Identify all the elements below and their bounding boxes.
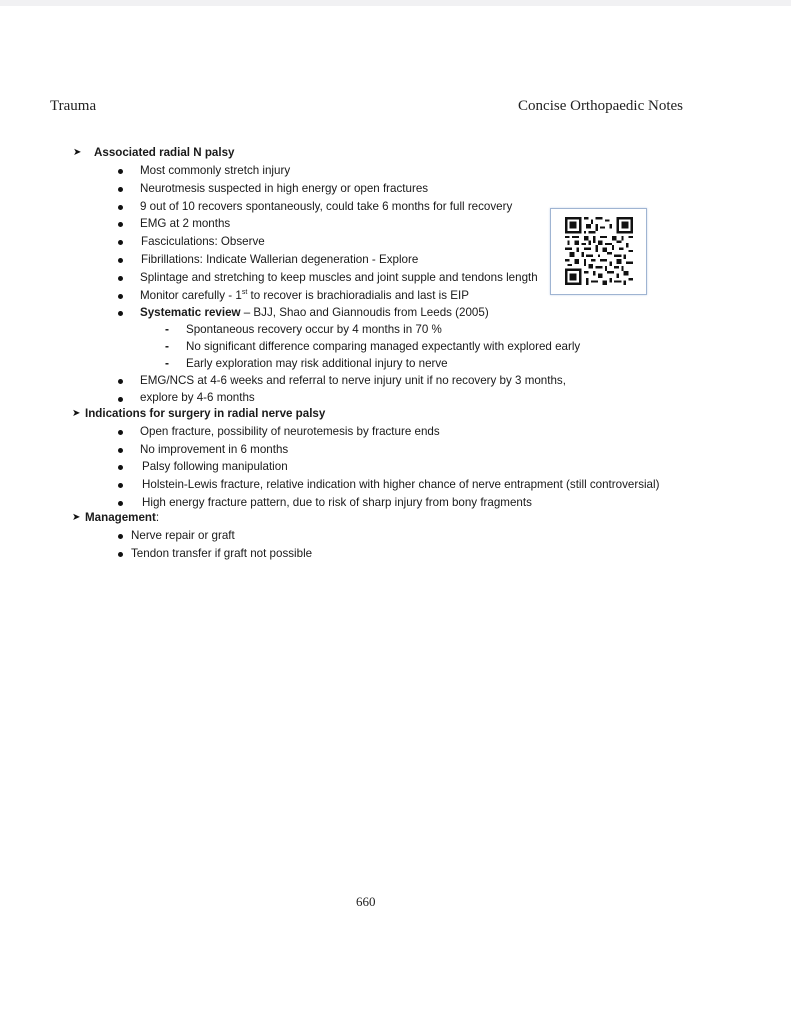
sub-list-item: No significant difference comparing managed expectantly with explored early (186, 340, 581, 353)
list-item: No improvement in 6 months (140, 443, 289, 456)
qr-code-frame (550, 208, 647, 295)
list-item: 9 out of 10 recovers spontaneously, could take 6 months for full recovery (140, 200, 513, 213)
list-item: EMG at 2 months (140, 217, 231, 230)
list-item: Open fracture, possibility of neurotemesis by fracture ends (140, 425, 440, 438)
page-number: 660 (356, 894, 376, 909)
list-item: Palsy following manipulation (142, 460, 288, 473)
arrow-bullet-icon: ➤ (73, 147, 82, 158)
list-item: High energy fracture pattern, due to risk of sharp injury from bony fragments (142, 496, 532, 509)
bullet-icon (118, 276, 123, 281)
bullet-icon (118, 205, 123, 210)
section-title-radial-palsy: Associated radial N palsy (94, 146, 235, 159)
arrow-bullet-icon: ➤ (72, 512, 81, 523)
list-item: Neurotmesis suspected in high energy or open fractures (140, 182, 429, 195)
list-item: EMG/NCS at 4-6 weeks and referral to nerve injury unit if no recovery by 3 months, (140, 374, 566, 387)
bullet-icon (118, 294, 123, 299)
arrow-bullet-icon: ➤ (72, 408, 81, 419)
list-item-systematic-review: Systematic review – BJJ, Shao and Giannoudis from Leeds (2005) (140, 306, 489, 319)
dash-bullet-icon: - (165, 356, 169, 370)
sub-list-item: Early exploration may risk additional injury to nerve (186, 357, 448, 370)
section-title-indications: Indications for surgery in radial nerve palsy (85, 407, 326, 420)
bullet-icon (118, 379, 123, 384)
section-title-management: Management: (85, 511, 160, 524)
bullet-icon (118, 465, 123, 470)
bullet-icon (118, 258, 123, 263)
list-item: Fibrillations: Indicate Wallerian degeneration - Explore (141, 253, 419, 266)
bullet-icon (118, 311, 123, 316)
list-item: Nerve repair or graft (131, 529, 235, 542)
list-item: explore by 4-6 months (140, 391, 255, 404)
bullet-icon (118, 483, 123, 488)
dash-bullet-icon: - (165, 322, 169, 336)
bullet-icon (118, 240, 123, 245)
bullet-icon (118, 552, 123, 557)
list-item: Fasciculations: Observe (141, 235, 265, 248)
bullet-icon (118, 397, 123, 402)
bullet-icon (118, 501, 123, 506)
bullet-icon (118, 430, 123, 435)
bullet-icon (118, 448, 123, 453)
header-right: Concise Orthopaedic Notes (518, 98, 683, 114)
bullet-icon (118, 222, 123, 227)
list-item: Most commonly stretch injury (140, 164, 291, 177)
bullet-icon (118, 534, 123, 539)
list-item: Holstein-Lewis fracture, relative indication with higher chance of nerve entrapment (still controversial) (142, 478, 660, 491)
bullet-icon (118, 187, 123, 192)
qr-code-icon (565, 217, 633, 285)
top-bar (0, 0, 791, 6)
list-item: Splintage and stretching to keep muscles and joint supple and tendons length (140, 271, 538, 284)
bullet-icon (118, 169, 123, 174)
list-item-monitor: Monitor carefully - 1st to recover is brachioradialis and last is EIP (140, 289, 469, 302)
list-item: Tendon transfer if graft not possible (131, 547, 313, 560)
sub-list-item: Spontaneous recovery occur by 4 months in 70 % (186, 323, 442, 336)
header-left: Trauma (50, 98, 97, 114)
dash-bullet-icon: - (165, 339, 169, 353)
